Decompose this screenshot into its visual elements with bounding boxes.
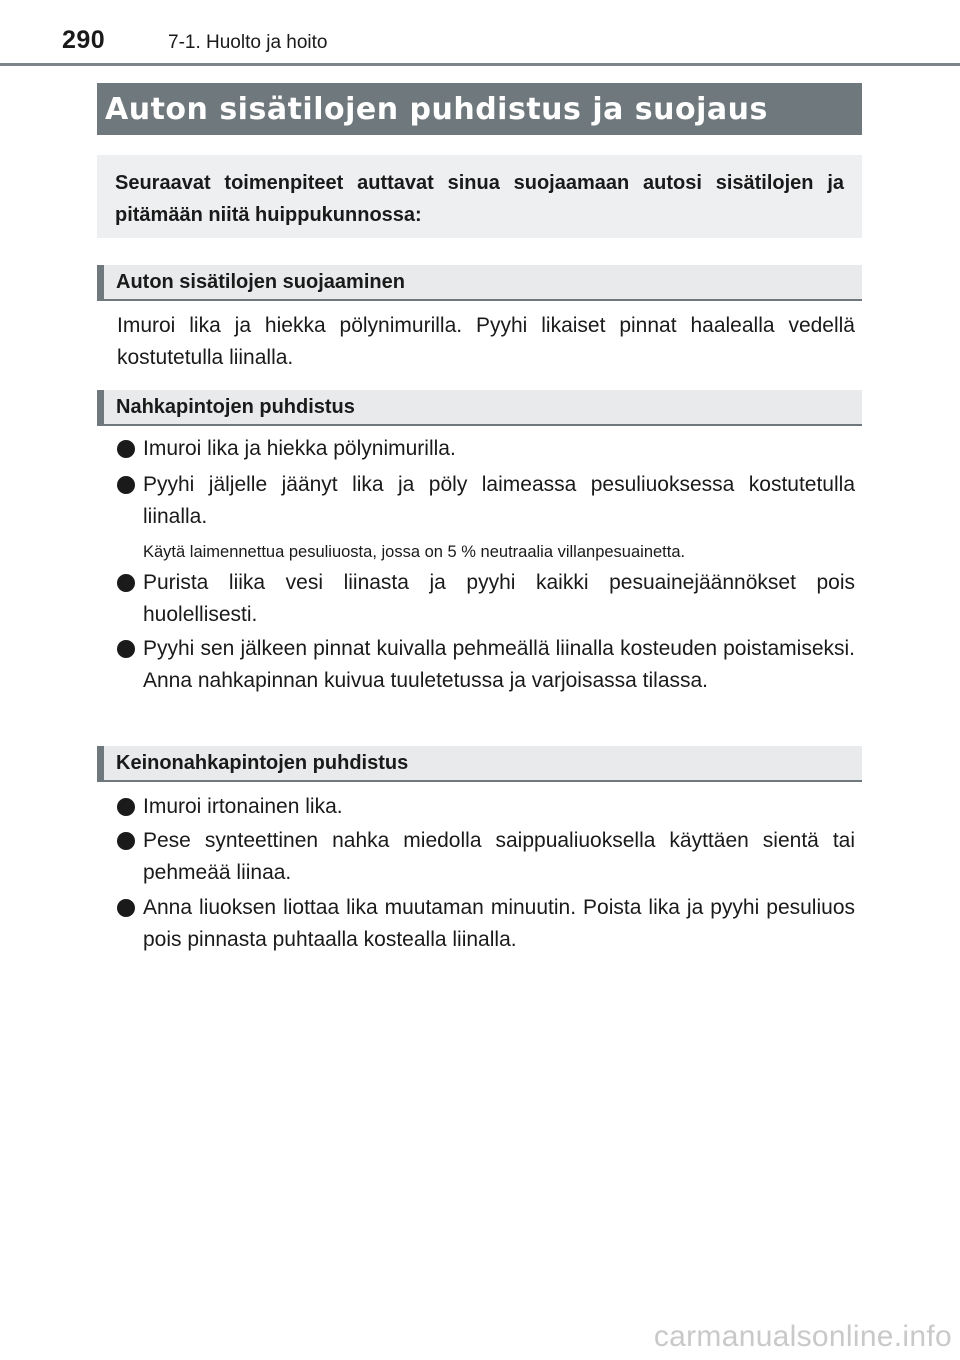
- bullet-dot: [117, 899, 135, 917]
- note-text: Käytä laimennettua pesuliuosta, jossa on 5 % neutraalia villanpesuainetta.: [143, 543, 686, 561]
- bullet-dot: [117, 440, 135, 458]
- bullet-dot: [117, 832, 135, 850]
- list-item: [117, 433, 855, 465]
- list-item-text: Pyyhi sen jälkeen pinnat kuivalla pehmeällä liinalla kosteuden poistamiseksi. Anna nahkapinnan kuivua tuuletetussa ja varjoisassa tilassa.: [143, 637, 855, 692]
- section-heading-protection: [97, 265, 862, 301]
- bullet-dot: [117, 798, 135, 816]
- list-item: [117, 469, 855, 533]
- section-paragraph: Imuroi lika ja hiekka pölynimurilla. Pyyhi likaiset pinnat haalealla vedellä kostutetulla liinalla.: [117, 314, 855, 369]
- section-heading-leather: [97, 390, 862, 426]
- list-item-text: Purista liika vesi liinasta ja pyyhi kaikki pesuainejäännökset pois huolellisesti.: [143, 571, 855, 626]
- section-heading-synthetic-leather: [97, 746, 862, 782]
- list-item-text: Pyyhi jäljelle jäänyt lika ja pöly laimeassa pesuliuoksessa kostutetulla liinalla.: [143, 473, 855, 528]
- chapter-label: 7-1. Huolto ja hoito: [168, 32, 328, 53]
- section-heading-label: Auton sisätilojen suojaaminen: [116, 270, 405, 293]
- bullet-dot: [117, 574, 135, 592]
- page-title: Auton sisätilojen puhdistus ja suojaus: [105, 91, 768, 127]
- watermark: carmanualsonline.info: [653, 1320, 952, 1353]
- bullet-dot: [117, 476, 135, 494]
- title-banner: [97, 83, 862, 135]
- bullet-dot: [117, 640, 135, 658]
- list-item: [117, 633, 855, 697]
- list-item-text: Imuroi irtonainen lika.: [143, 795, 343, 818]
- list-item-text: Imuroi lika ja hiekka pölynimurilla.: [143, 437, 456, 460]
- list-item: [117, 791, 855, 823]
- intro-text: Seuraavat toimenpiteet auttavat sinua suojaamaan autosi sisätilojen ja pitämään niitä huippukunnossa:: [115, 172, 844, 226]
- list-item: [117, 892, 855, 956]
- header-rule: [0, 63, 960, 66]
- list-item: [117, 567, 855, 631]
- list-item-text: Anna liuoksen liottaa lika muutaman minuutin. Poista lika ja pyyhi pesuliuos pois pinnasta puhtaalla kostealla liinalla.: [143, 896, 855, 951]
- section-heading-label: Keinonahkapintojen puhdistus: [116, 751, 409, 774]
- page-number: 290: [62, 26, 106, 54]
- list-item-text: Pese synteettinen nahka miedolla saippualiuoksella käyttäen sientä tai pehmeää liinaa.: [143, 829, 855, 884]
- intro-box: [97, 155, 862, 238]
- section-heading-label: Nahkapintojen puhdistus: [116, 395, 355, 418]
- list-item: [117, 825, 855, 889]
